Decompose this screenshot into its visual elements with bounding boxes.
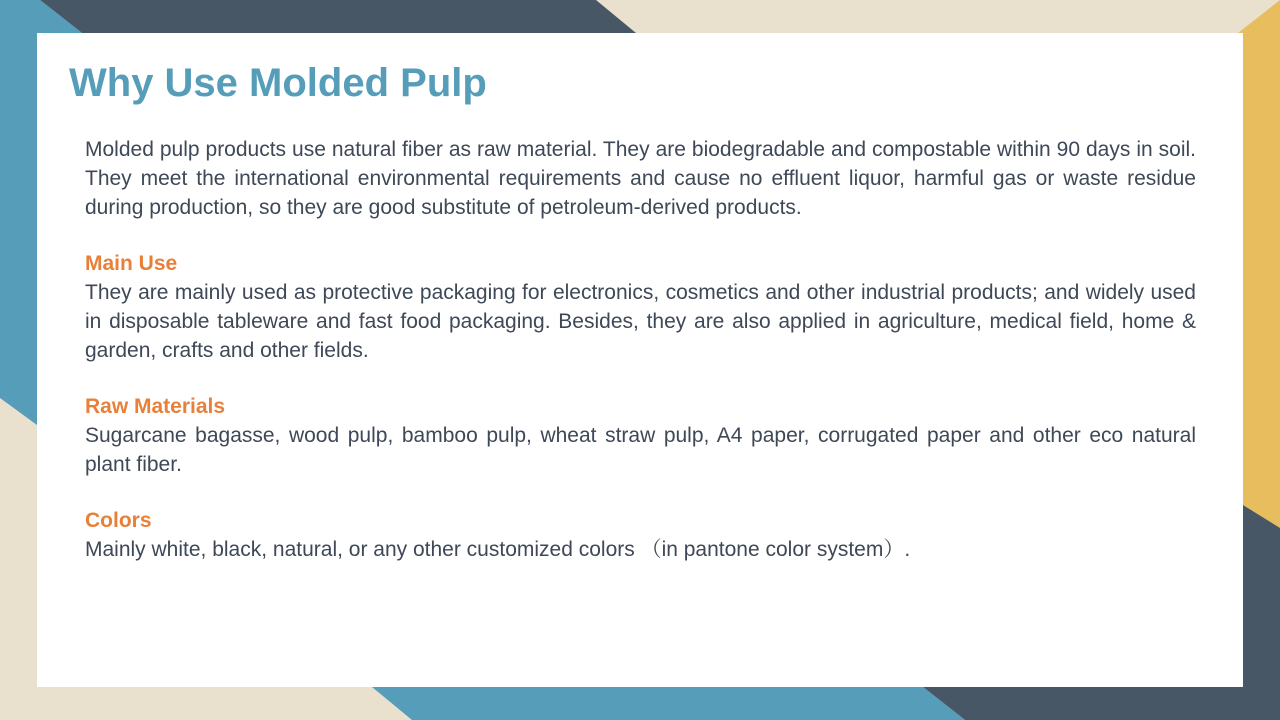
main-use-text: They are mainly used as protective packaging for electronics, cosmetics and other industrial products; and widely used in disposable tableware and fast food packaging. Besides, they are also applied in agriculture, medical field, home & garden, crafts and other fields.: [85, 281, 1196, 362]
content-card: [37, 33, 1243, 687]
top-dark-band: [40, 0, 636, 33]
raw-materials-heading: Raw Materials: [85, 395, 226, 418]
intro-paragraph: Molded pulp products use natural fiber as raw material. They are biodegradable and compostable within 90 days in soil. They meet the international environmental requirements and cause no effluent liquor, harmful gas or waste residue during production, so they are good substitute of petroleum-derived products.: [85, 138, 1196, 219]
slide-title: Why Use Molded Pulp: [69, 61, 487, 105]
main-use-heading: Main Use: [85, 252, 178, 275]
section-main-use: [85, 249, 1196, 365]
colors-text: Mainly white, black, natural, or any other customized colors （in pantone color system）.: [85, 538, 911, 561]
section-raw-materials: [85, 392, 1196, 479]
colors-heading: Colors: [85, 509, 152, 532]
raw-materials-text: Sugarcane bagasse, wood pulp, bamboo pulp, wheat straw pulp, A4 paper, corrugated paper and other eco natural plant fiber.: [85, 424, 1196, 476]
section-colors: [85, 506, 1196, 564]
bottom-blue-band: [372, 687, 965, 720]
slide-body: [85, 135, 1196, 564]
right-gold-band: [1238, 0, 1280, 528]
